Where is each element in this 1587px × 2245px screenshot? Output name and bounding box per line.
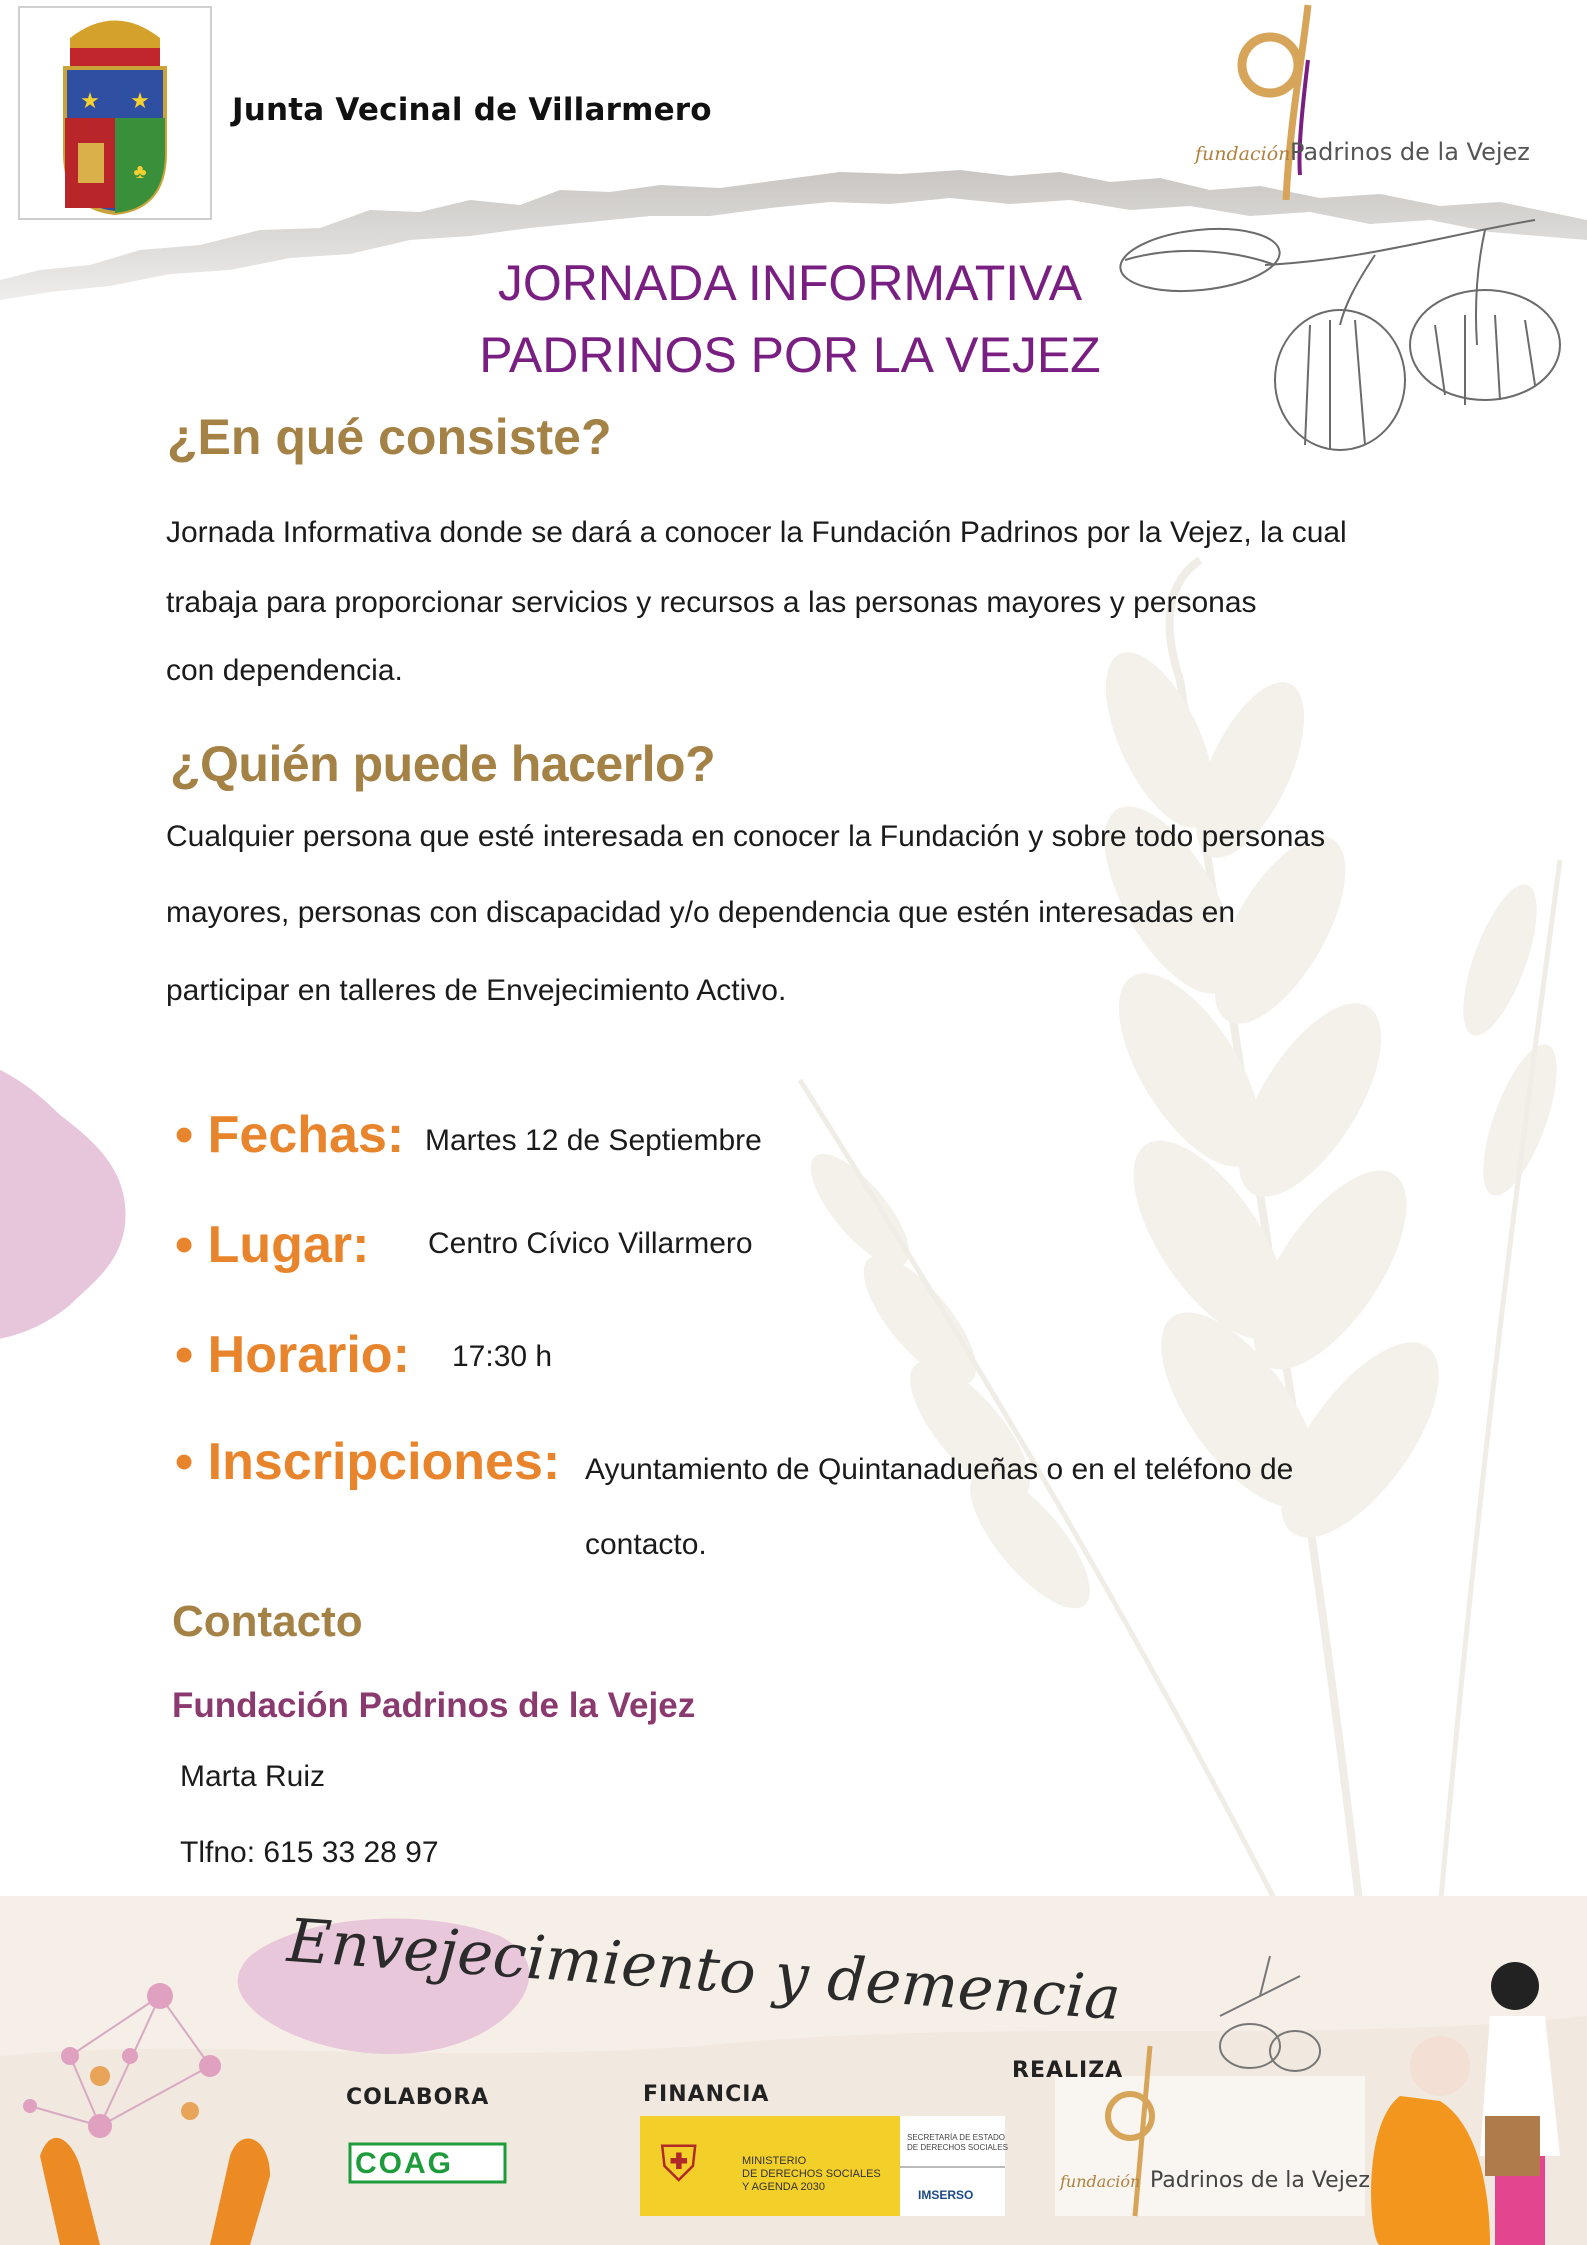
section2-line-3: participar en talleres de Envejecimiento Activo.: [166, 974, 787, 1007]
contact-phone: Tlfno: 615 33 28 97: [180, 1836, 439, 1869]
section2-line-1: Cualquier persona que esté interesada en conocer la Fundación y sobre todo personas: [166, 820, 1326, 853]
inscripciones-value-2: contacto.: [585, 1528, 707, 1561]
section-heading-consiste: ¿En qué consiste?: [167, 409, 612, 465]
fechas-value: Martes 12 de Septiembre: [425, 1124, 762, 1157]
section2-line-2: mayores, personas con discapacidad y/o dependencia que estén interesadas en: [166, 896, 1236, 929]
title-line-1: JORNADA INFORMATIVA: [497, 255, 1083, 311]
fundacion-logo: [1190, 0, 1530, 210]
imserso-logo: IMSERSO: [918, 2188, 974, 2202]
svg-text:★: ★: [130, 88, 150, 113]
footer-script-title: Envejecimiento y demencia: [285, 1906, 1123, 2035]
horario-value: 17:30 h: [452, 1340, 553, 1373]
section1-line-3: con dependencia.: [166, 654, 403, 687]
section-heading-quien: ¿Quién puede hacerlo?: [170, 736, 716, 792]
svg-text:Padrinos de la Vejez: Padrinos de la Vejez: [1290, 138, 1530, 166]
fechas-label: • Fechas:: [175, 1106, 405, 1164]
footer-logo-main: Padrinos de la Vejez: [1150, 2168, 1370, 2193]
section1-line-2: trabaja para proporcionar servicios y recursos a las personas mayores y personas: [166, 586, 1257, 619]
section1-line-1: Jornada Informativa donde se dará a conocer la Fundación Padrinos por la Vejez, la cual: [166, 516, 1347, 549]
contact-name: Marta Ruiz: [180, 1760, 326, 1793]
secretaria-text: SECRETARÍA DE ESTADO DE DERECHOS SOCIALES: [907, 2133, 1008, 2152]
colabora-label: COLABORA: [346, 2085, 490, 2110]
realiza-label: REALIZA: [1012, 2058, 1124, 2083]
svg-text:★: ★: [80, 88, 100, 113]
coat-of-arms: [18, 6, 212, 220]
org-name: Junta Vecinal de Villarmero: [232, 92, 712, 128]
svg-text:fundación: fundación: [1195, 143, 1291, 165]
footer-logo-small: fundación: [1060, 2172, 1141, 2191]
ministerio-text: MINISTERIO DE DERECHOS SOCIALES Y AGENDA 2030: [742, 2155, 881, 2193]
inscripciones-value-1: Ayuntamiento de Quintanadueñas o en el teléfono de: [585, 1453, 1294, 1486]
svg-text:♣: ♣: [133, 161, 147, 183]
title-line-2: PADRINOS POR LA VEJEZ: [479, 327, 1101, 383]
coag-logo: COAG: [355, 2147, 453, 2180]
spain-crest-icon: ⛨: [660, 2136, 698, 2192]
contact-heading: Contacto: [172, 1597, 363, 1646]
inscripciones-label: • Inscripciones:: [175, 1433, 561, 1491]
financia-label: FINANCIA: [643, 2082, 770, 2107]
decorative-blob: [0, 1055, 135, 1345]
wheat-watermark: [800, 560, 1580, 1910]
lugar-label: • Lugar:: [175, 1216, 370, 1274]
horario-label: • Horario:: [175, 1326, 410, 1384]
shield-icon: [20, 8, 210, 218]
contact-org: Fundación Padrinos de la Vejez: [172, 1686, 696, 1725]
lugar-value: Centro Cívico Villarmero: [428, 1227, 753, 1260]
